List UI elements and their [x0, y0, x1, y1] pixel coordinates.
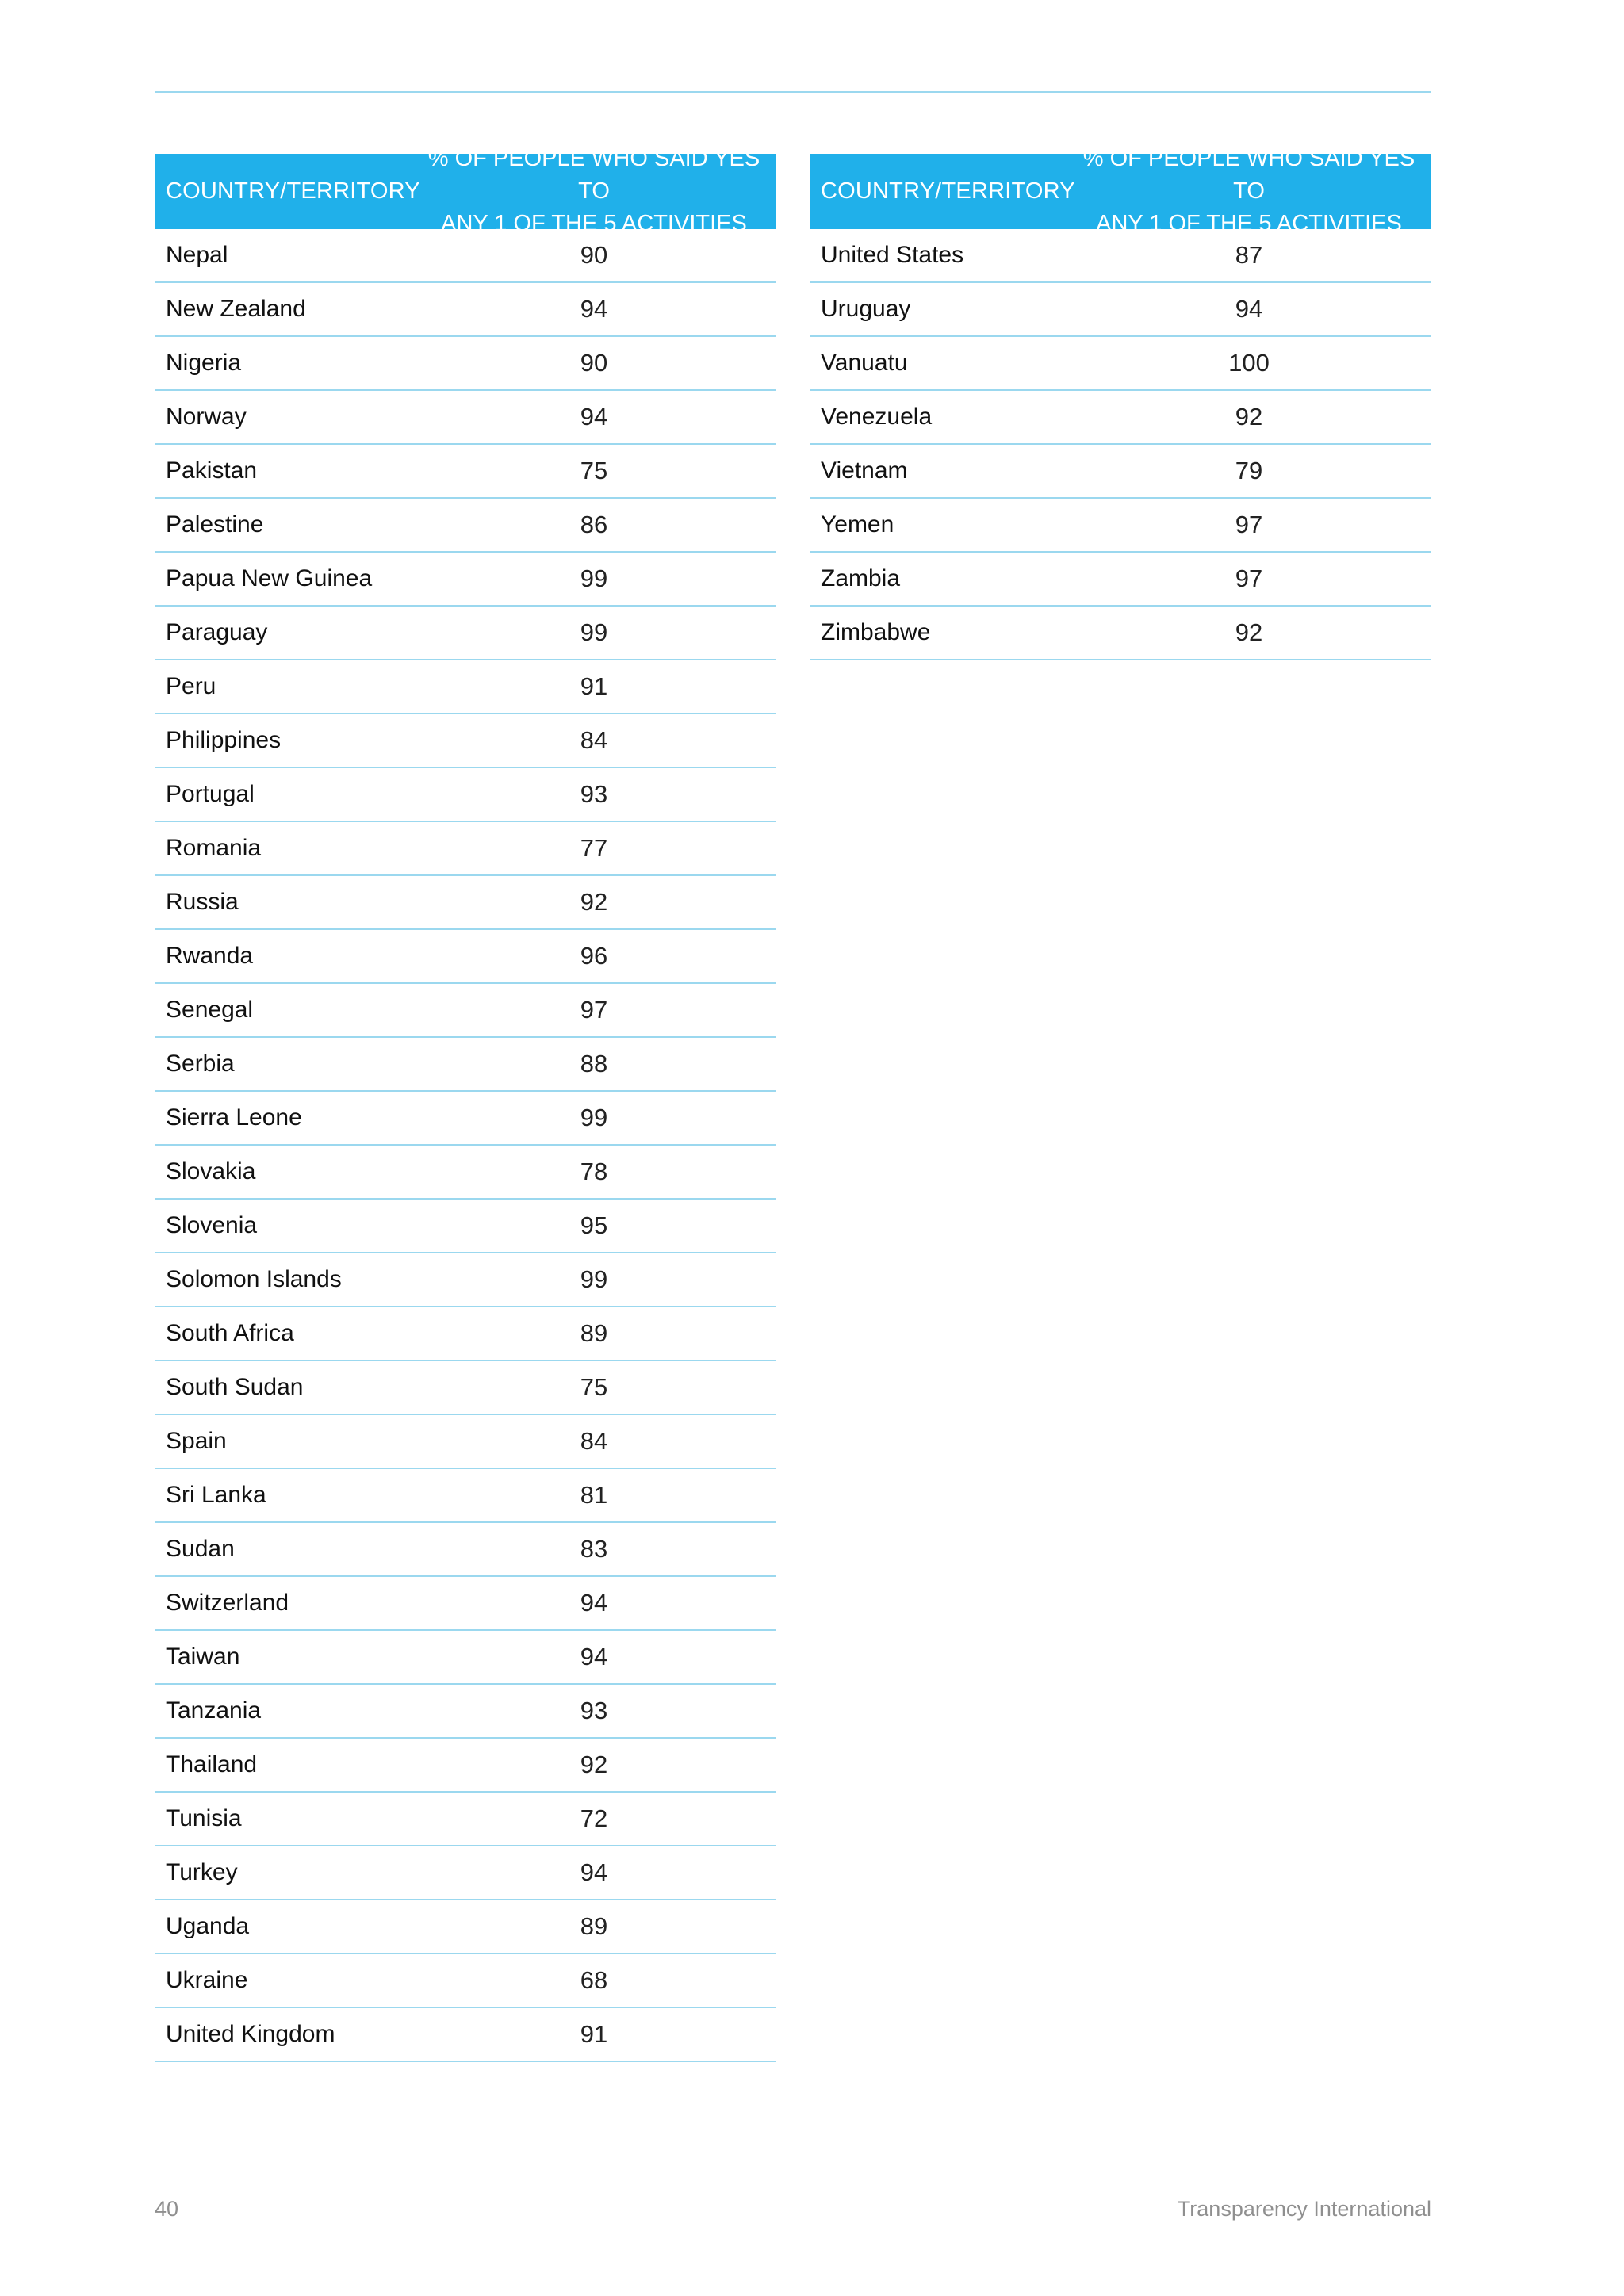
- table-row: [810, 391, 1431, 445]
- table-header: [810, 146, 1431, 236]
- country-cell: Paraguay: [166, 619, 268, 645]
- table-row: [810, 499, 1431, 553]
- percent-cell: 97: [1235, 511, 1263, 538]
- table-row: [155, 283, 776, 337]
- table-row: [155, 1900, 776, 1954]
- table-row: [810, 337, 1431, 391]
- table-row: [155, 1415, 776, 1469]
- country-cell: Rwanda: [166, 943, 254, 969]
- country-cell: Papua New Guinea: [166, 565, 373, 591]
- table-row: [155, 445, 776, 499]
- percent-cell: 94: [580, 295, 608, 323]
- percent-cell: 89: [580, 1912, 608, 1940]
- percent-cell: 93: [580, 1697, 608, 1724]
- column-header-percent-line2: ANY 1 OF THE 5 ACTIVITIES: [441, 211, 747, 236]
- percent-cell: 97: [1235, 564, 1263, 592]
- country-cell: Tanzania: [166, 1697, 262, 1724]
- page-number: 40: [155, 2197, 179, 2221]
- percent-cell: 92: [580, 888, 608, 916]
- percent-cell: 81: [580, 1481, 608, 1509]
- country-cell: Switzerland: [166, 1590, 289, 1616]
- table-row: [155, 984, 776, 1038]
- percent-cell: 84: [580, 1427, 608, 1455]
- country-cell: Ukraine: [166, 1967, 248, 1993]
- percent-cell: 100: [1228, 349, 1270, 377]
- percent-cell: 88: [580, 1050, 608, 1077]
- percent-cell: 84: [580, 726, 608, 754]
- table-header: [155, 146, 776, 236]
- percent-cell: 87: [1235, 241, 1263, 269]
- percent-cell: 94: [1235, 295, 1263, 323]
- table-row: [810, 607, 1431, 660]
- country-cell: Norway: [166, 404, 247, 430]
- country-cell: New Zealand: [166, 296, 306, 322]
- country-cell: Yemen: [821, 511, 894, 538]
- table-row: [155, 1092, 776, 1146]
- percent-cell: 92: [1235, 403, 1263, 430]
- country-cell: Solomon Islands: [166, 1266, 342, 1292]
- top-divider: [155, 91, 1431, 93]
- country-cell: Uruguay: [821, 296, 911, 322]
- percent-cell: 75: [580, 1373, 608, 1401]
- country-table-right: [810, 146, 1431, 660]
- table-row: [155, 1685, 776, 1739]
- country-cell: Philippines: [166, 727, 282, 753]
- column-header-country: COUNTRY/TERRITORY: [821, 178, 1075, 204]
- percent-cell: 72: [580, 1804, 608, 1832]
- country-cell: Portugal: [166, 781, 255, 807]
- percent-cell: 68: [580, 1966, 608, 1994]
- table-row: [155, 499, 776, 553]
- country-table-left: [155, 146, 776, 2062]
- country-cell: Russia: [166, 889, 239, 915]
- country-cell: Slovakia: [166, 1158, 256, 1184]
- country-cell: Turkey: [166, 1859, 238, 1885]
- table-row: [155, 1361, 776, 1415]
- table-row: [155, 2008, 776, 2062]
- table-row: [155, 660, 776, 714]
- percent-cell: 92: [1235, 618, 1263, 646]
- table-row: [155, 1846, 776, 1900]
- table-row: [155, 1954, 776, 2008]
- column-header-percent: [412, 146, 776, 236]
- percent-cell: 97: [580, 996, 608, 1024]
- country-cell: Nepal: [166, 242, 228, 268]
- table-row: [155, 1200, 776, 1253]
- percent-cell: 99: [580, 1104, 608, 1131]
- country-cell: Slovenia: [166, 1212, 258, 1238]
- country-cell: Pakistan: [166, 457, 258, 484]
- table-row: [155, 1038, 776, 1092]
- country-cell: Sudan: [166, 1536, 235, 1562]
- percent-cell: 75: [580, 457, 608, 484]
- percent-cell: 99: [580, 618, 608, 646]
- table-row: [155, 822, 776, 876]
- footer-organization: Transparency International: [1177, 2197, 1431, 2221]
- percent-cell: 79: [1235, 457, 1263, 484]
- percent-cell: 94: [580, 1858, 608, 1886]
- percent-cell: 77: [580, 834, 608, 862]
- table-row: [155, 1146, 776, 1200]
- table-row: [155, 1253, 776, 1307]
- percent-cell: 91: [580, 672, 608, 700]
- table-row: [155, 391, 776, 445]
- table-row: [155, 1631, 776, 1685]
- percent-cell: 99: [580, 1265, 608, 1293]
- percent-cell: 90: [580, 241, 608, 269]
- country-cell: Venezuela: [821, 404, 933, 430]
- table-row: [155, 337, 776, 391]
- percent-cell: 78: [580, 1158, 608, 1185]
- table-row: [155, 930, 776, 984]
- percent-cell: 94: [580, 1589, 608, 1617]
- table-row: [155, 1577, 776, 1631]
- table-body: [810, 229, 1431, 660]
- percent-cell: 92: [580, 1751, 608, 1778]
- percent-cell: 91: [580, 2020, 608, 2048]
- table-row: [155, 1523, 776, 1577]
- country-cell: Zambia: [821, 565, 901, 591]
- table-row: [810, 283, 1431, 337]
- percent-cell: 99: [580, 564, 608, 592]
- table-row: [155, 553, 776, 607]
- country-cell: Nigeria: [166, 350, 242, 376]
- table-row: [155, 607, 776, 660]
- country-cell: Sierra Leone: [166, 1104, 302, 1131]
- percent-cell: 94: [580, 403, 608, 430]
- country-cell: South Sudan: [166, 1374, 304, 1400]
- percent-cell: 95: [580, 1211, 608, 1239]
- country-cell: Uganda: [166, 1913, 250, 1939]
- country-cell: Peru: [166, 673, 216, 699]
- table-row: [155, 1793, 776, 1846]
- country-cell: United States: [821, 242, 964, 268]
- country-cell: Palestine: [166, 511, 264, 538]
- country-cell: Serbia: [166, 1050, 235, 1077]
- column-header-percent-line2: ANY 1 OF THE 5 ACTIVITIES: [1096, 211, 1402, 236]
- table-row: [155, 876, 776, 930]
- country-cell: Zimbabwe: [821, 619, 931, 645]
- table-body: [155, 229, 776, 2062]
- column-header-percent-line1: % OF PEOPLE WHO SAID YES TO: [1082, 146, 1415, 204]
- table-row: [155, 1739, 776, 1793]
- column-header-percent: [1067, 146, 1431, 236]
- country-cell: Sri Lanka: [166, 1482, 266, 1508]
- percent-cell: 90: [580, 349, 608, 377]
- table-row: [155, 1469, 776, 1523]
- country-cell: United Kingdom: [166, 2021, 335, 2047]
- table-row: [810, 445, 1431, 499]
- table-row: [155, 768, 776, 822]
- column-header-percent-line1: % OF PEOPLE WHO SAID YES TO: [427, 146, 760, 204]
- country-cell: Taiwan: [166, 1644, 240, 1670]
- country-cell: Romania: [166, 835, 262, 861]
- country-cell: Vanuatu: [821, 350, 908, 376]
- country-cell: Spain: [166, 1428, 227, 1454]
- table-row: [155, 1307, 776, 1361]
- country-cell: Thailand: [166, 1751, 258, 1777]
- table-row: [810, 553, 1431, 607]
- percent-cell: 94: [580, 1643, 608, 1670]
- column-header-country: COUNTRY/TERRITORY: [166, 178, 420, 204]
- country-cell: Tunisia: [166, 1805, 242, 1831]
- table-row: [155, 714, 776, 768]
- country-cell: South Africa: [166, 1320, 294, 1346]
- percent-cell: 96: [580, 942, 608, 970]
- percent-cell: 89: [580, 1319, 608, 1347]
- percent-cell: 93: [580, 780, 608, 808]
- percent-cell: 86: [580, 511, 608, 538]
- percent-cell: 83: [580, 1535, 608, 1563]
- country-cell: Senegal: [166, 997, 254, 1023]
- country-cell: Vietnam: [821, 457, 908, 484]
